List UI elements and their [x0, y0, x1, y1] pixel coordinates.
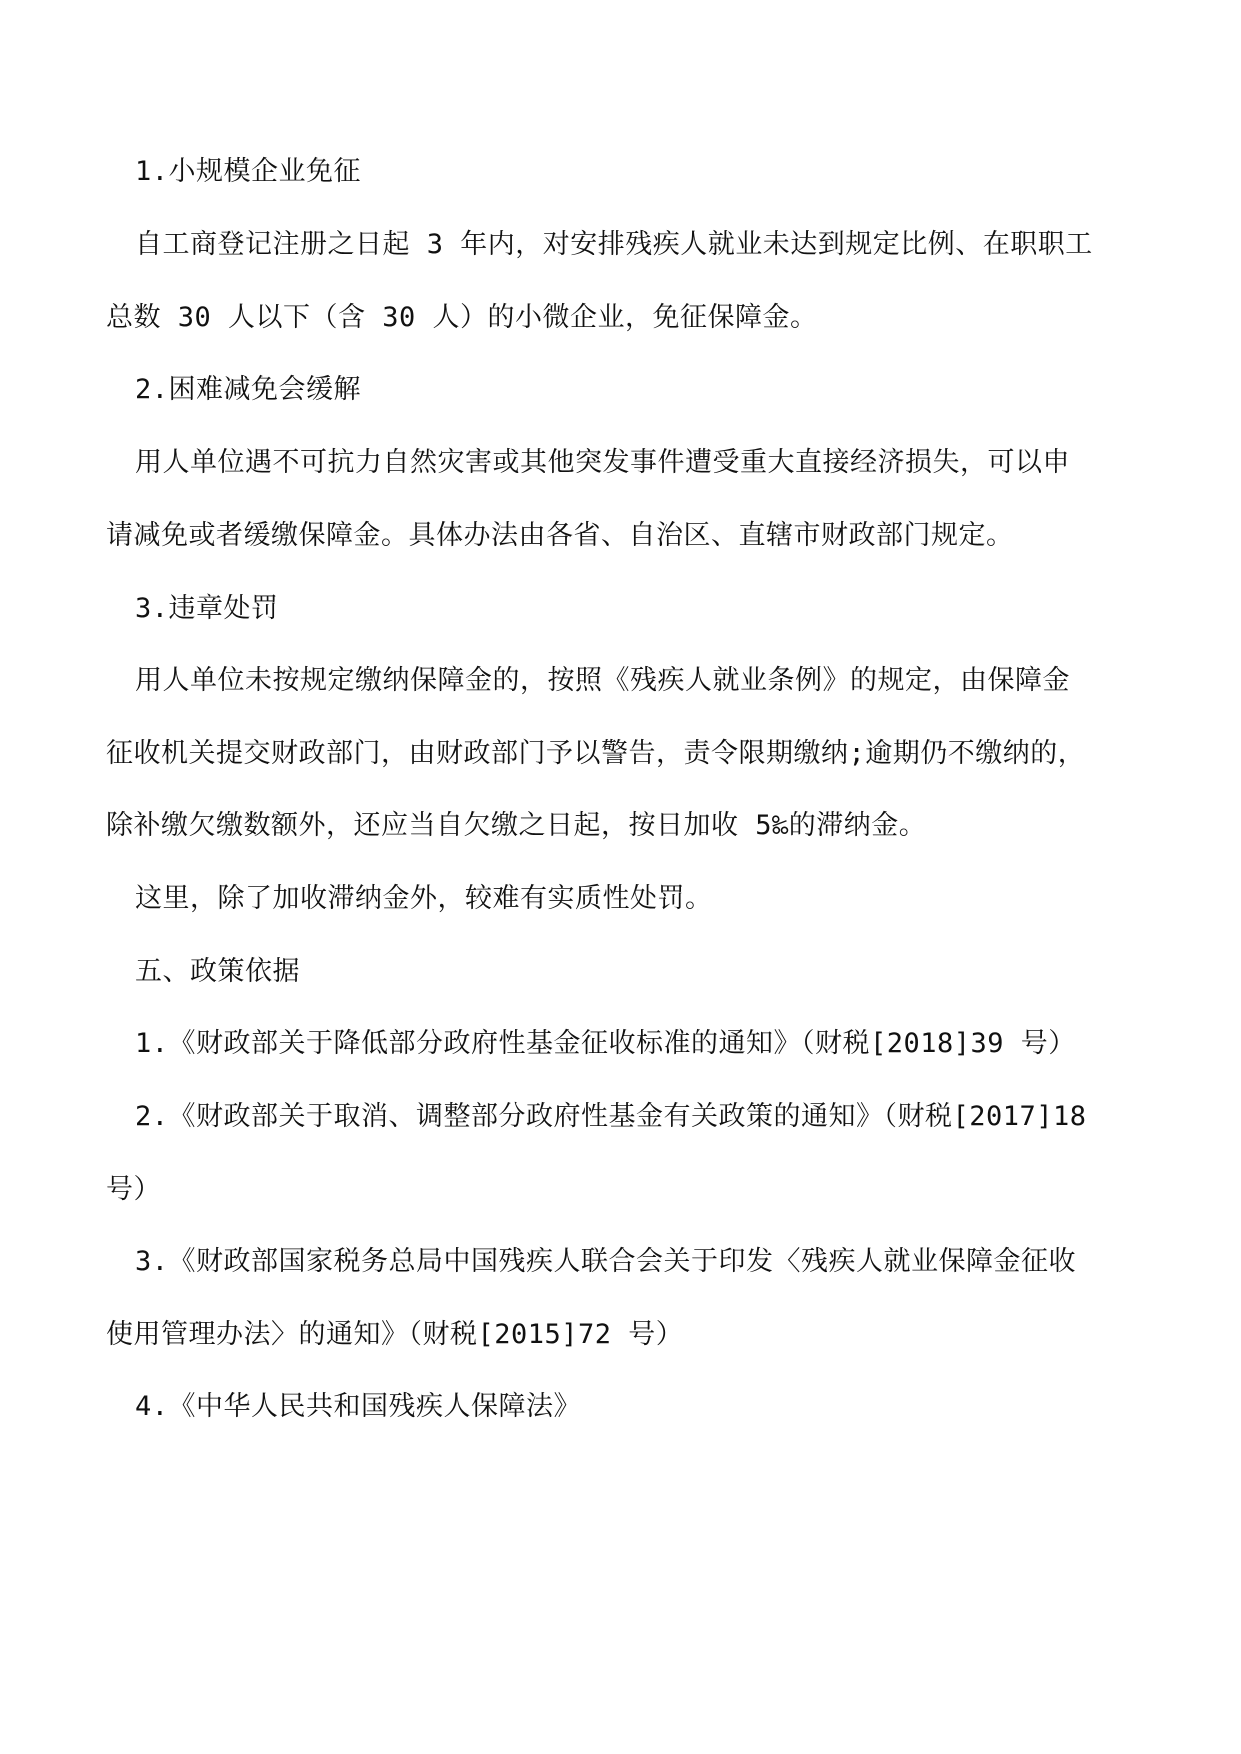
section-heading-policy-basis: 五、政策依据	[135, 956, 300, 987]
policy-reference-item: 1.《财政部关于降低部分政府性基金征收标准的通知》（财税[2018]39 号）	[135, 1028, 1076, 1059]
paragraph-line: 号）	[106, 1174, 161, 1205]
paragraph-line: 使用管理办法〉的通知》（财税[2015]72 号）	[106, 1319, 684, 1350]
paragraph-line: 自工商登记注册之日起 3 年内，对安排残疾人就业未达到规定比例、在职职工	[135, 229, 1093, 260]
section-heading-penalties: 3.违章处罚	[135, 593, 279, 624]
paragraph-line: 这里，除了加收滞纳金外，较难有实质性处罚。	[135, 883, 713, 914]
policy-reference-item: 4.《中华人民共和国残疾人保障法》	[135, 1391, 582, 1422]
paragraph-line: 征收机关提交财政部门，由财政部门予以警告，责令限期缴纳;逾期仍不缴纳的，	[106, 738, 1086, 769]
section-heading-hardship-relief: 2.困难减免会缓解	[135, 374, 362, 405]
paragraph-line: 用人单位未按规定缴纳保障金的，按照《残疾人就业条例》的规定，由保障金	[135, 665, 1070, 696]
paragraph-line: 总数 30 人以下（含 30 人）的小微企业，免征保障金。	[106, 302, 818, 333]
paragraph-line: 用人单位遇不可抗力自然灾害或其他突发事件遭受重大直接经济损失，可以申	[135, 447, 1070, 478]
policy-reference-item: 3.《财政部国家税务总局中国残疾人联合会关于印发〈残疾人就业保障金征收	[135, 1246, 1077, 1277]
section-heading-small-enterprise-exemption: 1.小规模企业免征	[135, 156, 362, 187]
policy-reference-item: 2.《财政部关于取消、调整部分政府性基金有关政策的通知》（财税[2017]18	[135, 1101, 1087, 1132]
paragraph-line: 请减免或者缓缴保障金。具体办法由各省、自治区、直辖市财政部门规定。	[106, 520, 1014, 551]
paragraph-line: 除补缴欠缴数额外，还应当自欠缴之日起，按日加收 5‰的滞纳金。	[106, 810, 927, 841]
